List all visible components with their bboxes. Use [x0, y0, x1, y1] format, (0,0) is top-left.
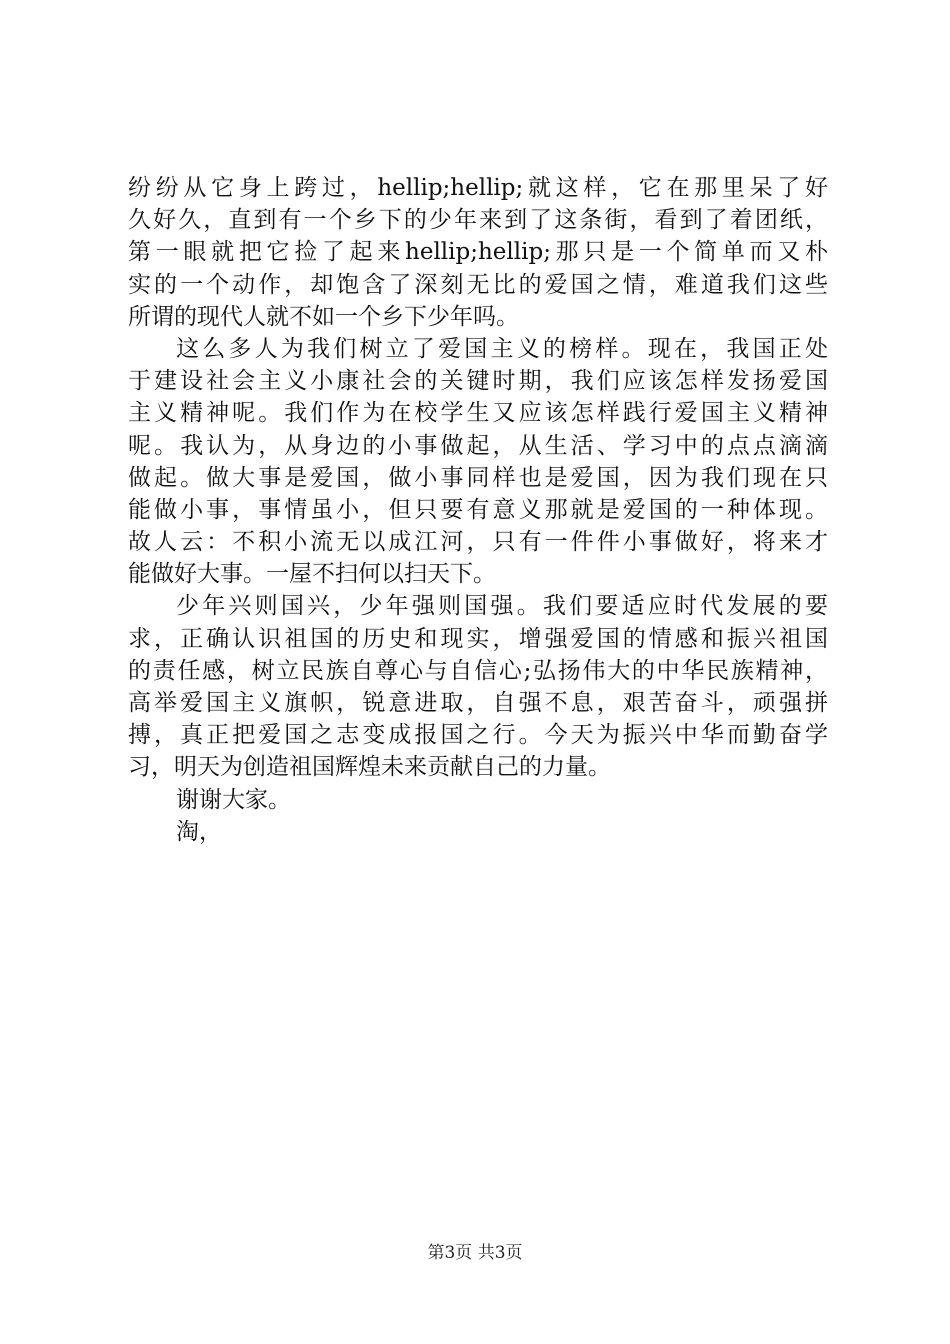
text-line: 实的一个动作，却饱含了深刻无比的爱国之情，难道我们这些: [128, 271, 828, 298]
text-line: 习，明天为创造祖国辉煌未来贡献自己的力量。: [128, 754, 611, 781]
text-line: 能做好大事。一屋不扫何以扫天下。: [128, 561, 496, 588]
text-line: 求，正确认识祖国的历史和现实，增强爱国的情感和振兴祖国: [128, 625, 828, 652]
text-line: 主义精神呢。我们作为在校学生又应该怎样践行爱国主义精神: [128, 400, 828, 427]
document-body: [128, 172, 828, 848]
text-line: 能做小事，事情虽小，但只要有意义那就是爱国的一种体现。: [128, 496, 828, 523]
text-line: 这么多人为我们树立了爱国主义的榜样。现在，我国正处: [176, 335, 828, 362]
text-line: 久好久，直到有一个乡下的少年来到了这条街，看到了着团纸，: [128, 207, 828, 234]
text-line: 纷纷从它身上跨过，hellip;hellip;就这样，它在那里呆了好: [128, 175, 828, 201]
text-line: 谢谢大家。: [176, 786, 291, 813]
text-line: 高举爱国主义旗帜，锐意进取，自强不息，艰苦奋斗，顽强拼: [128, 690, 828, 716]
text-line: 少年兴则国兴，少年强则国强。我们要适应时代发展的要: [176, 593, 828, 620]
text-line: 于建设社会主义小康社会的关键时期，我们应该怎样发扬爱国: [128, 368, 828, 395]
text-line: 的责任感，树立民族自尊心与自信心;弘扬伟大的中华民族精神，: [128, 657, 828, 684]
page-number-footer: 第3页 共3页: [427, 1243, 523, 1263]
text-line: 淘，: [176, 818, 222, 845]
text-line: 故人云：不积小流无以成江河，只有一件件小事做好，将来才: [128, 529, 828, 556]
text-line: 呢。我认为，从身边的小事做起，从生活、学习中的点点滴滴: [128, 432, 828, 459]
text-line: 搏，真正把爱国之志变成报国之行。今天为振兴中华而勤奋学: [128, 722, 828, 749]
text-line: 所谓的现代人就不如一个乡下少年吗。: [128, 303, 519, 330]
text-line: 第一眼就把它捡了起来hellip;hellip;那只是一个简单而又朴: [128, 239, 828, 266]
text-line: 做起。做大事是爱国，做小事同样也是爱国，因为我们现在只: [128, 464, 828, 491]
